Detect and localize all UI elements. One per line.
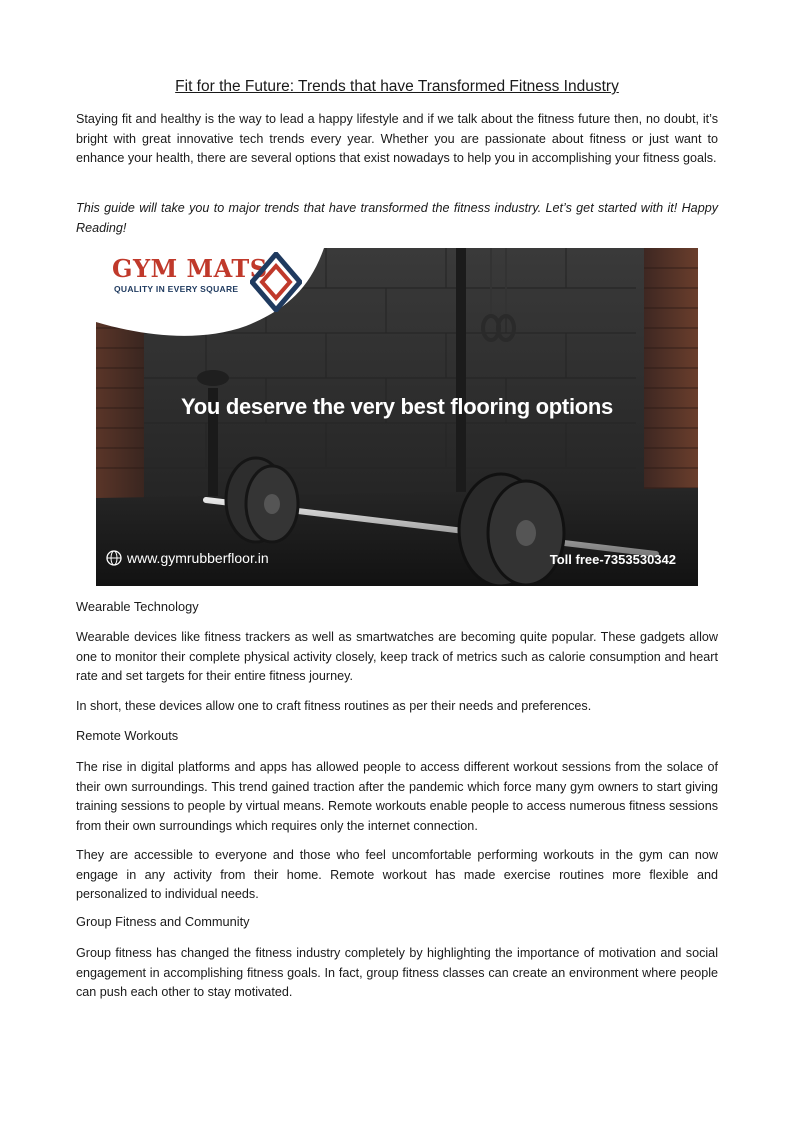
section-paragraph: In short, these devices allow one to craft fitness routines as per their needs and preferences.: [76, 699, 592, 713]
globe-icon: [106, 550, 122, 566]
section-paragraph: They are accessible to everyone and those who feel uncomfortable performing workouts in the gym can now engage in any activity from their home. Remote workout has made exercise routines more flexible and personalized to individual needs.: [76, 848, 718, 901]
banner-tollfree: Toll free-7353530342: [549, 552, 676, 567]
diamond-logo-icon: [250, 252, 302, 312]
banner-website: [106, 550, 269, 566]
section-heading: Remote Workouts: [76, 728, 179, 743]
page-title: Fit for the Future: Trends that have Transformed Fitness Industry: [175, 78, 619, 95]
intro-paragraph: Staying fit and healthy is the way to lead a happy lifestyle and if we talk about the fitness future then, no doubt, it’s bright with great innovative tech trends every year. Whether you are passionate about fitness or just want to enhance your health, there are several options that exist nowadays to help you in accomplishing your fitness goals.: [76, 112, 718, 165]
logo-title: GYM MATS: [112, 254, 268, 283]
promo-banner-image: [96, 248, 698, 586]
banner-headline: You deserve the very best flooring options: [181, 394, 613, 419]
section-paragraph: The rise in digital platforms and apps has allowed people to access different workout sessions from the solace of their own surroundings. This trend gained traction after the pandemic which force many gym owners to start giving training sessions to people by virtual means. Remote workouts enable people to access numerous fitness sessions from their own surroundings which requires only the internet connection.: [76, 760, 718, 833]
section-heading: Group Fitness and Community: [76, 914, 250, 929]
guide-paragraph: This guide will take you to major trends that have transformed the fitness industry. Let’s get started with it! Happy Reading!: [76, 201, 718, 235]
banner-logo: [110, 254, 310, 314]
logo-tagline: QUALITY IN EVERY SQUARE: [114, 284, 239, 294]
section-paragraph: Group fitness has changed the fitness industry completely by highlighting the importance of motivation and social engagement in accomplishing fitness goals. In fact, group fitness classes can create an environment where people can push each other to stay motivated.: [76, 946, 718, 999]
section-paragraph: Wearable devices like fitness trackers as well as smartwatches are becoming quite popular. These gadgets allow one to monitor their complete physical activity closely, keep track of metrics such as calorie consumption and heart rate and set targets for their entire fitness journey.: [76, 630, 718, 683]
website-text: www.gymrubberfloor.in: [127, 550, 269, 566]
section-heading: Wearable Technology: [76, 599, 199, 614]
